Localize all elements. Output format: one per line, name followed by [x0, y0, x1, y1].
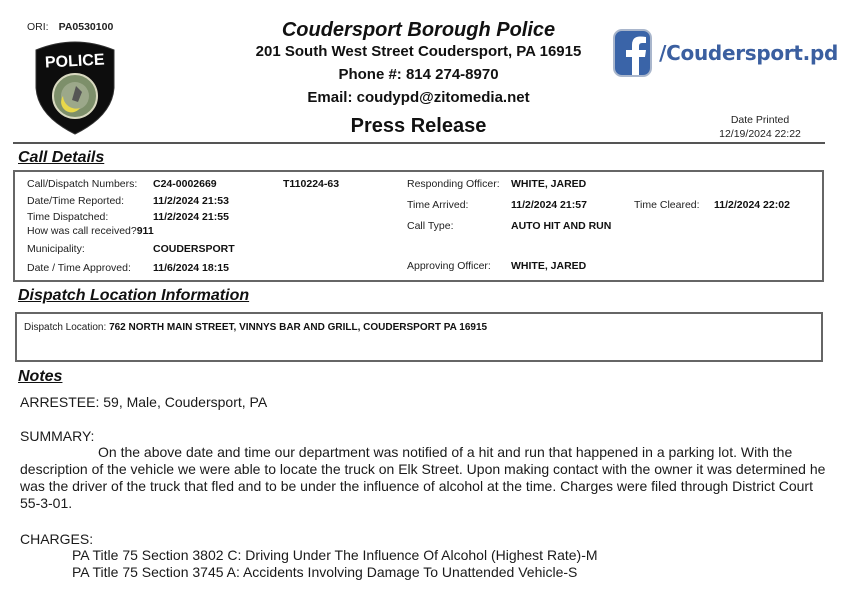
- police-shield-icon: [30, 36, 120, 136]
- charge-item: PA Title 75 Section 3745 A: Accidents Involving Damage To Unattended Vehicle-S: [72, 564, 578, 580]
- notes-heading: Notes: [18, 368, 63, 385]
- arrestee-info: ARRESTEE: 59, Male, Coudersport, PA: [20, 394, 268, 410]
- municipality: COUDERSPORT: [153, 243, 235, 255]
- charges-label: CHARGES:: [20, 531, 94, 547]
- facebook-icon: [613, 29, 652, 77]
- date-printed: [700, 113, 820, 141]
- time-dispatched-label: Time Dispatched:: [27, 211, 109, 223]
- approving-officer-label: Approving Officer:: [407, 260, 491, 272]
- summary-text: On the above date and time our department was notified of a hit and run that happened in a parking lot. With the description of the vehicle we were able to locate the truck on Elk Street. Upon making contact with the owner it was determined he was the driver of the truck that fled and to be under the influence of alcohol at the time. Charges were filed through District Court 55-3-01.: [20, 444, 826, 511]
- how-received-row: [27, 225, 154, 237]
- time-arrived: 11/2/2024 21:57: [511, 199, 587, 211]
- ori-line: [27, 21, 113, 33]
- agency-email: Email: coudypd@zitomedia.net: [307, 89, 530, 106]
- date-printed-label: Date Printed: [730, 114, 790, 126]
- dispatch-location-value: 762 NORTH MAIN STREET, VINNYS BAR AND GRILL, COUDERSPORT PA 16915: [109, 322, 488, 333]
- call-type-label: Call Type:: [407, 220, 454, 232]
- time-cleared: 11/2/2024 22:02: [714, 199, 790, 211]
- call-details-heading: Call Details: [18, 149, 105, 166]
- ori-label: ORI:: [27, 21, 49, 33]
- dispatch-location-row: [24, 322, 487, 333]
- document-title: Press Release: [350, 115, 487, 137]
- dispatch-location-box: [15, 312, 823, 362]
- municipality-label: Municipality:: [27, 243, 85, 255]
- date-printed-value: 12/19/2024 22:22: [719, 128, 801, 140]
- date-time-reported-label: Date/Time Reported:: [27, 195, 125, 207]
- svg-text:POLICE: POLICE: [44, 51, 105, 72]
- time-dispatched: 11/2/2024 21:55: [153, 211, 229, 223]
- how-received: 911: [136, 225, 154, 237]
- facebook-banner: [613, 27, 838, 79]
- call-number: C24-0002669: [153, 178, 217, 190]
- dispatch-number: T110224-63: [283, 178, 340, 190]
- approving-officer: WHITE, JARED: [511, 260, 587, 272]
- call-type: AUTO HIT AND RUN: [511, 220, 612, 232]
- dispatch-location-label: Dispatch Location:: [24, 322, 107, 333]
- summary-label: SUMMARY:: [20, 428, 95, 444]
- responding-officer: WHITE, JARED: [511, 178, 587, 190]
- date-time-approved-label: Date / Time Approved:: [27, 262, 131, 274]
- how-received-label: How was call received?: [27, 225, 137, 237]
- date-time-approved: 11/6/2024 18:15: [153, 262, 229, 274]
- dispatch-location-heading: Dispatch Location Information: [18, 287, 250, 304]
- agency-name: Coudersport Borough Police: [281, 19, 556, 41]
- agency-address: 201 South West Street Coudersport, PA 16915: [255, 43, 582, 60]
- header-divider: [13, 142, 825, 144]
- responding-officer-label: Responding Officer:: [407, 178, 500, 190]
- police-badge-logo: [30, 36, 120, 136]
- ori-value: PA0530100: [58, 21, 114, 33]
- facebook-handle: /Coudersport.pd: [659, 41, 838, 65]
- charge-item: PA Title 75 Section 3802 C: Driving Under The Influence Of Alcohol (Highest Rate)-M: [72, 547, 598, 563]
- agency-phone: Phone #: 814 274-8970: [338, 66, 499, 83]
- time-cleared-label: Time Cleared:: [634, 199, 700, 211]
- time-arrived-label: Time Arrived:: [407, 199, 469, 211]
- call-dispatch-numbers-label: Call/Dispatch Numbers:: [27, 178, 138, 190]
- date-time-reported: 11/2/2024 21:53: [153, 195, 229, 207]
